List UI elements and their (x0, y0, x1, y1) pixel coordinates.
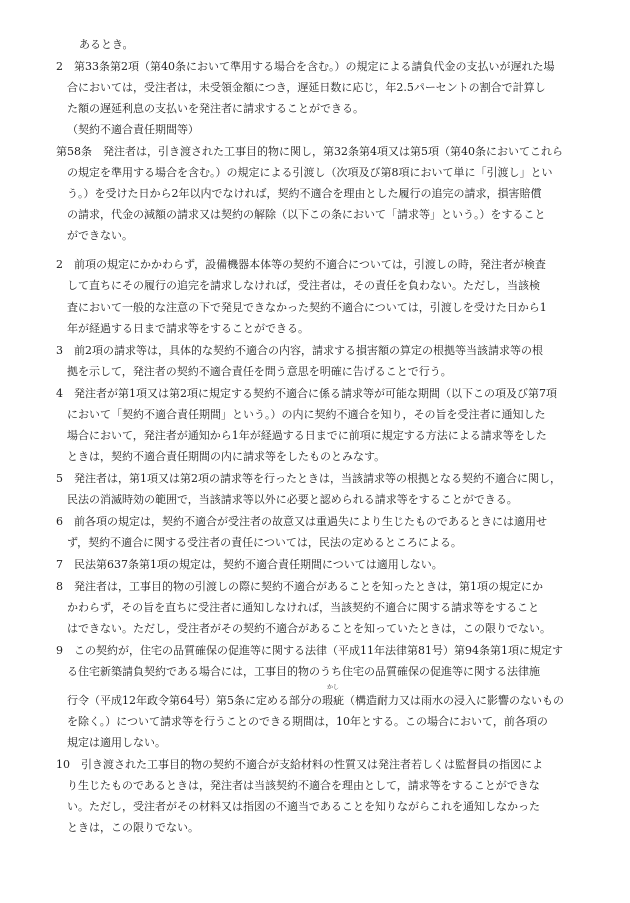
text-line: かわらず，その旨を直ちに受注者に通知しなければ，当該契約不適合に関する請求等をすること (67, 601, 540, 614)
ruby-annotation: かし (327, 684, 340, 691)
text-line: 第58条 発注者は，引き渡された工事目的物に関し，第32条第4項又は第5項（第40条においてこれら (56, 145, 563, 158)
text-line: ときは，この限りでない。 (67, 821, 199, 834)
text-line: において「契約不適合責任期間」という。）の内に契約不適合を知り，その旨を受注者に通知した (67, 408, 546, 421)
text-line: の規定を準用する場合を含む。）の規定による引渡し（次項及び第8項において単に「引渡し」とい (67, 166, 553, 179)
text-line: 10 引き渡された工事目的物の契約不適合が支給材料の性質又は発注者若しくは監督員の指図によ (56, 758, 543, 771)
text-line: る住宅新築請負契約である場合には，工事目的物のうち住宅の品質確保の促進等に関する法律施 (67, 665, 540, 678)
text-line: して直ちにその履行の追完を請求しなければ，受注者は，その責任を負わない。ただし，当該検 (67, 279, 540, 292)
text-line: り生じたものであるときは，発注者は当該契約不適合を理由として，請求等をすることができな (67, 779, 540, 792)
text-line: 場合において，発注者が通知から1年が経過する日までに前項に規定する方法による請求等をした (67, 429, 547, 442)
text-line: 査において一般的な注意の下で発見できなかった契約不適合については，引渡しを受けた日から1 (67, 301, 547, 314)
text-line: 3 前2項の請求等は，具体的な契約不適合の内容，請求する損害額の算定の根拠等当該請求等の根 (56, 344, 543, 357)
text-line: 4 発注者が第1項又は第2項に規定する契約不適合に係る請求等が可能な期間（以下この項及び第7項 (56, 387, 557, 400)
text-line: た額の遅延利息の支払いを発注者に請求することができる。 (67, 102, 364, 115)
text-line: ができない。 (67, 229, 133, 242)
text-line: 民法の消滅時効の範囲で，当該請求等以外に必要と認められる請求等をすることができる。 (67, 493, 518, 506)
text-line: はできない。ただし，受注者がその契約不適合があることを知っていたときは，この限りでない。 (67, 622, 551, 635)
text-line: い。ただし，受注者がその材料又は指図の不適当であることを知りながらこれを通知しなかった (67, 800, 540, 813)
text-line: 合においては，受注者は，未受領金額につき，遅延日数に応じ，年2.5パーセントの割合で計算し (67, 81, 546, 94)
text-line: あるとき。 (79, 38, 134, 51)
text-line: う。）を受けた日から2年以内でなければ，契約不適合を理由とした履行の追完の請求，損害賠償 (67, 187, 542, 200)
text-line: 行令（平成12年政令第64号）第5条に定める部分の瑕疵（構造耐力又は雨水の浸入に影響のないもの (67, 694, 564, 707)
text-line: 2 第33条第2項（第40条において準用する場合を含む。）の規定による請負代金の支払いが遅れた場 (56, 60, 555, 73)
text-line: 9 この契約が，住宅の品質確保の促進等に関する法律（平成11年法律第81号）第94条第1項に規定す (56, 644, 563, 657)
text-line: 規定は適用しない。 (67, 736, 166, 749)
text-line: を除く。）について請求等を行うことのできる期間は，10年とする。この場合において，前各項の (67, 715, 548, 728)
text-line: の請求，代金の減額の請求又は契約の解除（以下この条において「請求等」という。）をすること (67, 208, 546, 221)
text-line: ず，契約不適合に関する受注者の責任については，民法の定めるところによる。 (67, 536, 462, 549)
text-line: 5 発注者は，第1項又は第2項の請求等を行ったときは，当該請求等の根拠となる契約不適合に関し， (56, 472, 561, 485)
text-line: ときは，契約不適合責任期間の内に請求等をしたものとみなす。 (67, 450, 386, 463)
section-heading: （契約不適合責任期間等） (67, 123, 199, 136)
text-line: 6 前各項の規定は，契約不適合が受注者の故意又は重過失により生じたものであるときには適用せ (56, 515, 547, 528)
text-line: 拠を示して，発注者の契約不適合責任を問う意思を明確に告げることで行う。 (67, 365, 452, 378)
text-line: 2 前項の規定にかかわらず，設備機器本体等の契約不適合については，引渡しの時，発注者が検査 (56, 258, 546, 271)
text-line: 8 発注者は，工事目的物の引渡しの際に契約不適合があることを知ったときは，第1項の規定にか (56, 580, 543, 593)
text-line: 年が経過する日まで請求等をすることができる。 (67, 322, 309, 335)
text-line: 7 民法第637条第1項の規定は，契約不適合責任期間については適用しない。 (56, 558, 443, 571)
